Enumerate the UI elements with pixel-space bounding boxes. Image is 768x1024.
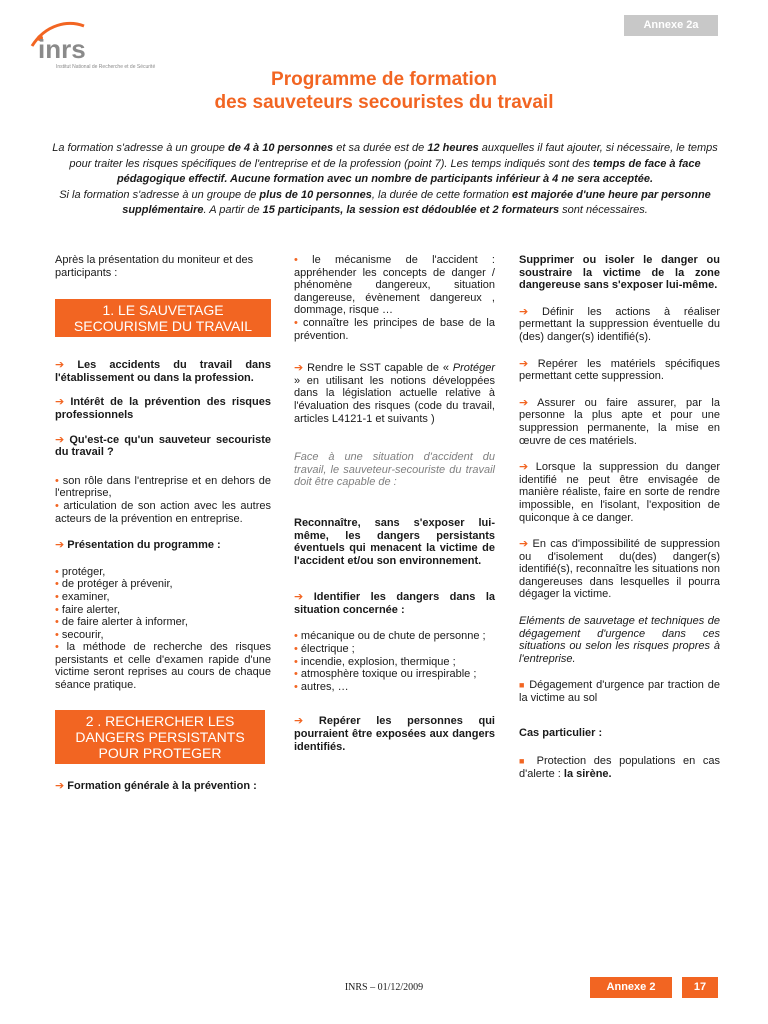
col3-elements: Eléments de sauvetage et techniques de dégagement d'urgence dans ces situations ou selon les risques propres à l'entreprise. (519, 615, 720, 665)
title-line-2: des sauveteurs secouristes du travail (214, 92, 554, 113)
col1-item-interet: ➔ Intérêt de la prévention des risques professionnels (55, 396, 271, 421)
square-bullet-icon: ■ (519, 680, 526, 691)
list-item: • autres, … (294, 680, 349, 693)
arrow-icon: ➔ (519, 461, 529, 474)
col3-cas-particulier: Cas particulier : (519, 726, 603, 739)
arrow-icon: ➔ (519, 396, 529, 409)
col2-mecanisme: • le mécanisme de l'accident : appréhender les concepts de danger / phénomène dangereux, situation dangereuse, évènement dangereux , dommage, risque … (294, 254, 495, 317)
arrow-icon: ➔ (55, 539, 65, 552)
intro-p2: Si la formation s'adresse à un groupe de plus de 10 personnes, la durée de cette formation est majorée d'une heure par personne supplémentaire. A partir de 15 participants, la session est dédoublée et 2 formateurs sont nécessaires. (59, 188, 711, 217)
footer-text: INRS – 01/12/2009 (344, 982, 424, 993)
column-1 (55, 254, 271, 792)
inrs-logo (28, 18, 178, 72)
arrow-icon: ➔ (294, 715, 304, 728)
col1-item-sst: ➔ Qu'est-ce qu'un sauveteur secouriste du travail ? (55, 433, 271, 459)
arrow-icon: ➔ (55, 779, 65, 792)
page-number: 17 (682, 977, 718, 998)
annex-label-bottom: Annexe 2 (590, 977, 672, 998)
arrow-icon: ➔ (55, 396, 65, 409)
arrow-icon: ➔ (55, 433, 65, 446)
col2-reperer: ➔ Repérer les personnes qui pourraient être exposées aux dangers identifiés. (294, 715, 495, 753)
list-item: • secourir, (55, 628, 104, 641)
list-item: • de protéger à prévenir, (55, 578, 173, 591)
programme-list (55, 566, 271, 692)
col2-principes: • connaître les principes de base de la prévention. (294, 316, 495, 342)
arrow-icon: ➔ (294, 362, 304, 375)
list-item: • protéger, (55, 565, 106, 578)
list-item: • incendie, explosion, thermique ; (294, 655, 456, 668)
col1-item-programme: ➔ Présentation du programme : (55, 539, 221, 552)
bullet-icon: • (294, 254, 298, 266)
col3-supprimer: Supprimer ou isoler le danger ou soustraire la victime de la zone dangereuse sans s'exposer lui-même. (519, 254, 720, 292)
arrow-icon: ➔ (519, 305, 529, 318)
col1-sub-articulation: • articulation de son action avec les autres acteurs de la prévention en entreprise. (55, 499, 271, 525)
list-item: • atmosphère toxique ou irrespirable ; (294, 668, 477, 681)
column-3 (519, 254, 720, 780)
col2-reconnaitre: Reconnaître, sans s'exposer lui-même, les dangers persistants éventuels qui menacent la victime de l'accident et/ou son environnement. (294, 516, 495, 567)
col3-assurer: ➔ Assurer ou faire assurer, par la personne la plus apte et pour une suppression permanente, la mise en œuvre de ces matériels. (519, 396, 720, 447)
list-item: • faire alerter, (55, 603, 121, 616)
logo-tagline: Institut National de Recherche et de Sécurité (56, 64, 156, 70)
col2-face: Face à une situation d'accident du travail, le sauveteur-secouriste du travail doit être capable de : (294, 451, 495, 489)
arrow-icon: ➔ (519, 357, 529, 370)
col1-sub-role: • son rôle dans l'entreprise et en dehors de l'entreprise, (55, 474, 271, 500)
column-2 (294, 254, 495, 753)
col3-en-cas: ➔ En cas d'impossibilité de suppression ou d'isolement du(des) danger(s) identifié(s), reconnaître les situations non dangereuses dans lesquelles il pourra dégager la victime. (519, 538, 720, 601)
col3-protection: ■ Protection des populations en cas d'alerte : la sirène. (519, 755, 721, 780)
arrow-icon: ➔ (519, 538, 529, 551)
intro-paragraph (50, 141, 720, 219)
arrow-icon: ➔ (294, 591, 304, 604)
list-item: • électrique ; (294, 643, 355, 656)
bullet-icon: • (55, 499, 59, 512)
col2-identifier: ➔ Identifier les dangers dans la situation concernée : (294, 591, 495, 616)
bullet-icon: • (55, 474, 59, 487)
col1-intro: Après la présentation du moniteur et des participants : (55, 254, 254, 279)
col1-item-accidents: ➔ Les accidents du travail dans l'établissement ou dans la profession. (55, 359, 271, 384)
col3-degagement: ■ Dégagement d'urgence par traction de la victime au sol (519, 679, 721, 705)
arrow-icon: ➔ (55, 359, 65, 372)
title-line-1: Programme de formation (271, 69, 497, 90)
list-item: • examiner, (55, 590, 110, 603)
dangers-list (294, 630, 495, 693)
page-title (0, 68, 768, 114)
col1-item-formation: ➔ Formation générale à la prévention : (55, 779, 257, 792)
bullet-icon: • (294, 316, 298, 329)
list-item: • de faire alerter à informer, (55, 616, 188, 629)
logo-wordmark: inrs (38, 34, 86, 64)
intro-p1: La formation s'adresse à un groupe de 4 à 10 personnes et sa durée est de 12 heures auxquelles il faut ajouter, si nécessaire, le temps pour traiter les risques spécifiques de l'entreprise et de la profession (point 7). Les temps indiqués sont des temps de face à face pédagogique effectif. Aucune formation avec un nombre de participants inférieur à 4 ne sera acceptée. (52, 142, 718, 186)
square-bullet-icon: ■ (519, 756, 530, 767)
annex-label-top: Annexe 2a (624, 15, 718, 36)
list-item: • la méthode de recherche des risques persistants et celle d'examen rapide d'une victime seront reprises au cours de chaque séance pratique. (55, 641, 272, 692)
col2-rendre-sst: ➔ Rendre le SST capable de « Protéger » en utilisant les notions développées dans la législation actuelle relative à l'évaluation des risques (code du travail, articles L4121-1 et suivants ) (294, 362, 495, 425)
col3-definir: ➔ Définir les actions à réaliser permettant la suppression éventuelle du (des) danger(s) identifié(s). (519, 305, 720, 343)
col3-lorsque: ➔ Lorsque la suppression du danger identifié ne peut être envisagée de manière réaliste, faire en sorte de rendre impossible, en l'isolant, l'exposition de quiconque à ce danger. (519, 461, 720, 524)
col3-materiels: ➔ Repérer les matériels spécifiques permettant cette suppression. (519, 357, 720, 383)
section-2-heading: 2 . RECHERCHER LES DANGERS PERSISTANTS POUR PROTEGER (55, 710, 265, 764)
section-1-heading: 1. LE SAUVETAGE SECOURISME DU TRAVAIL (55, 299, 271, 337)
list-item: • mécanique ou de chute de personne ; (294, 630, 486, 643)
